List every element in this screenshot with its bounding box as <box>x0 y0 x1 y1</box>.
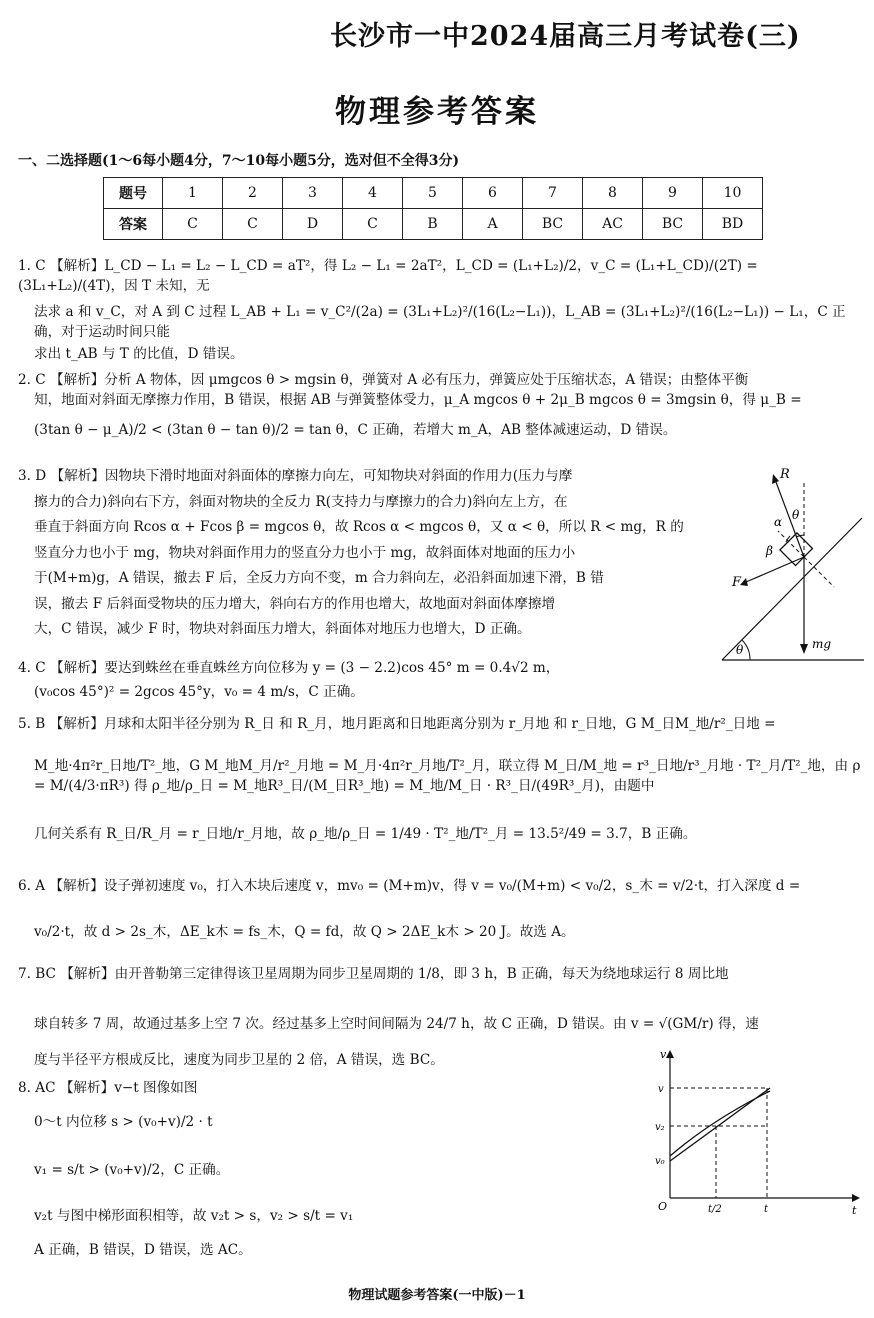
text-line: 3. D 【解析】因物块下滑时地面对斜面体的摩擦力向左，可知物块对斜面的作用力(压力与摩 <box>18 468 573 484</box>
row-label: 题号 <box>104 178 163 209</box>
table-cell: C <box>343 209 403 240</box>
answer-table <box>103 177 763 240</box>
axis-label-t: t <box>852 1204 857 1217</box>
table-cell: BD <box>703 209 763 240</box>
text-line: 知，地面对斜面无摩擦力作用，B 错误，根据 AB 与弹簧整体受力，μ_A mgcos θ + 2μ_B mgcos θ = 3mgsin θ，得 μ_B = <box>34 392 802 408</box>
answer-5-cont <box>34 756 862 796</box>
text-line: 2. C 【解析】分析 A 物体，因 μmgcos θ > mgsin θ，弹簧对 A 必有压力，弹簧应处于压缩状态，A 错误；由整体平衡 <box>18 372 749 388</box>
origin-label: O <box>658 1200 668 1213</box>
text-line: 度与半径平方根成反比，速度为同步卫星的 2 倍，A 错误，选 BC。 <box>34 1052 444 1068</box>
answer-8-line5 <box>34 1240 634 1260</box>
text-line: 几何关系有 R_日/R_月 = r_日地/r_月地，故 ρ_地/ρ_日 = 1/49 · T²_地/T²_月 = 13.5²/49 = 3.7，B 正确。 <box>34 826 697 842</box>
table-cell: 7 <box>523 178 583 209</box>
text-line: 垂直于斜面方向 Rcos α + Fcos β = mgcos θ，故 Rcos α < mgcos θ，又 α < θ，所以 R < mg，R 的 <box>34 519 684 535</box>
text-line: 求出 t_AB 与 T 的比值，D 错误。 <box>34 346 244 362</box>
tick-v2: v₂ <box>655 1122 665 1133</box>
table-cell: 6 <box>463 178 523 209</box>
label-R: R <box>780 467 790 482</box>
page-footer: 物理试题参考答案(一中版)－1 <box>348 1288 526 1303</box>
answer-1-cont <box>34 302 862 342</box>
answer-7-cont <box>34 1014 862 1034</box>
axis-label-v: v <box>660 1048 667 1061</box>
text-line: (v₀cos 45°)² = 2gcos 45°y，v₀ = 4 m/s，C 正确。 <box>34 684 364 700</box>
text-line: v₁ = s/t > (v₀+v)/2，C 正确。 <box>34 1162 230 1178</box>
page-title: 物理参考答案 <box>335 94 539 130</box>
text-line: (3tan θ − μ_A)/2 < (3tan θ − tan θ)/2 = tan θ，C 正确，若增大 m_A，AB 整体减速运动，D 错误。 <box>34 422 677 438</box>
table-cell: A <box>463 209 523 240</box>
text-line: 误，撤去 F 后斜面受物块的压力增大，斜向右方的作用也增大，故地面对斜面体摩擦增 <box>34 595 556 612</box>
table-cell: C <box>223 209 283 240</box>
table-cell: C <box>163 209 223 240</box>
section-heading: 一、二选择题(1～6每小题4分，7～10每小题5分，选对但不全得3分) <box>18 153 460 169</box>
table-row <box>104 178 763 209</box>
text-line: 4. C 【解析】要达到蛛丝在垂直蛛丝方向位移为 y = (3 − 2.2)cos 45° m = 0.4√2 m， <box>18 660 560 676</box>
row-label: 答案 <box>104 209 163 240</box>
text-line: 竖直分力也小于 mg，物块对斜面作用力的竖直分力也小于 mg，故斜面体对地面的压力小 <box>34 544 576 561</box>
answer-5-end <box>34 824 862 844</box>
answer-5 <box>18 714 862 734</box>
label-theta-base: θ <box>736 643 744 657</box>
table-cell: 8 <box>583 178 643 209</box>
table-cell: AC <box>583 209 643 240</box>
table-cell: 1 <box>163 178 223 209</box>
label-beta: β <box>766 544 773 558</box>
table-cell: 10 <box>703 178 763 209</box>
answer-8 <box>18 1078 618 1098</box>
table-cell: 3 <box>283 178 343 209</box>
text-line: 7. BC 【解析】由开普勒第三定律得该卫星周期为同步卫星周期的 1/8，即 3 h，B 正确，每天为绕地球运行 8 周比地 <box>18 966 729 982</box>
tick-t: t <box>764 1204 769 1215</box>
answer-8-line3 <box>34 1160 634 1180</box>
text-line: 擦力的合力)斜向右下方，斜面对物块的全反力 R(支持力与摩擦力的合力)斜向左上方，在 <box>34 493 568 510</box>
label-F: F <box>732 575 742 590</box>
answer-1 <box>18 256 862 296</box>
table-cell: B <box>403 209 463 240</box>
tick-v: v <box>658 1084 664 1095</box>
text-line: v₂t 与图中梯形面积相等，故 v₂t > s，v₂ > s/t = v₁ <box>34 1208 354 1224</box>
text-line: 6. A 【解析】设子弹初速度 v₀，打入木块后速度 v，mv₀ = (M+m)v，得 v = v₀/(M+m) < v₀/2，s_木 = v/2·t，打入深度 d = <box>18 878 801 894</box>
answer-7-end <box>34 1050 634 1070</box>
text-line: M_地·4π²r_日地/T²_地，G M_地M_月/r²_月地 = M_月·4π²r_月地/T²_月，联立得 M_日/M_地 = r³_日地/r³_月地 · T²_月/T²_地，由 ρ = M/(4/3·πR³) 得 ρ_地/ρ_日 = M_地R³_日/(M_日R³_地) = M_地/M_日 · R³_日/(49R³_月)，由题中 <box>34 758 861 794</box>
answer-7 <box>18 964 862 984</box>
tick-t-half: t/2 <box>708 1204 722 1215</box>
table-row <box>104 209 763 240</box>
text-line: 于(M+m)g，A 错误，撤去 F 后，全反力方向不变，m 合力斜向左，必沿斜面加速下滑，B 错 <box>34 570 604 586</box>
text-line: 法求 a 和 v_C，对 A 到 C 过程 L_AB + L₁ = v_C²/(2a) = (3L₁+L₂)²/(16(L₂−L₁))，L_AB = (3L₁+L₂)²/(16(L₂−L₁)) − L₁，C 正确，对于运动时间只能 <box>34 304 846 340</box>
text-line: 0～t 内位移 s > (v₀+v)/2 · t <box>34 1114 213 1130</box>
tick-v0: v₀ <box>655 1156 665 1167</box>
v-t-graph <box>652 1048 862 1226</box>
answer-1-end <box>34 344 862 364</box>
table-cell: D <box>283 209 343 240</box>
answer-3 <box>18 464 718 643</box>
answer-2 <box>18 370 862 440</box>
answer-8-line2 <box>34 1112 634 1132</box>
label-theta: θ <box>792 508 800 522</box>
text-line: 球自转多 7 周，故通过基多上空 7 次。经过基多上空时间间隔为 24/7 h，故 C 正确，D 错误。由 v = √(GM/r) 得，速 <box>34 1016 759 1032</box>
exam-title: 长沙市一中2024届高三月考试卷(三) <box>330 21 801 52</box>
text-line: 5. B 【解析】月球和太阳半径分别为 R_日 和 R_月，地月距离和日地距离分别为 r_月地 和 r_日地，G M_日M_地/r²_日地 = <box>18 716 776 732</box>
table-cell: 4 <box>343 178 403 209</box>
text-line: 8. AC 【解析】v−t 图像如图 <box>18 1080 198 1096</box>
text-line: 1. C 【解析】L_CD − L₁ = L₂ − L_CD = aT²，得 L₂ − L₁ = 2aT²，L_CD = (L₁+L₂)/2，v_C = (L₁+L_CD)/(2T) = (3L₁+L₂)/(4T)，因 T 未知，无 <box>18 258 758 294</box>
answer-8-line4 <box>34 1206 634 1226</box>
table-cell: BC <box>643 209 703 240</box>
table-cell: BC <box>523 209 583 240</box>
table-cell: 9 <box>643 178 703 209</box>
answer-6-cont <box>34 922 862 942</box>
answer-6 <box>18 876 862 896</box>
label-mg: mg <box>812 637 832 651</box>
text-line: 大，C 错误，减少 F 时，物块对斜面压力增大，斜面体对地压力也增大，D 正确。 <box>34 621 531 637</box>
text-line: A 正确，B 错误，D 错误，选 AC。 <box>34 1242 252 1258</box>
text-line: v₀/2·t，故 d > 2s_木，ΔE_k木 = fs_木，Q = fd，故 Q > 2ΔE_k木 > 20 J。故选 A。 <box>34 924 575 940</box>
label-alpha: α <box>774 515 783 529</box>
table-cell: 5 <box>403 178 463 209</box>
incline-force-diagram <box>716 462 866 667</box>
answer-4 <box>18 656 718 704</box>
table-cell: 2 <box>223 178 283 209</box>
